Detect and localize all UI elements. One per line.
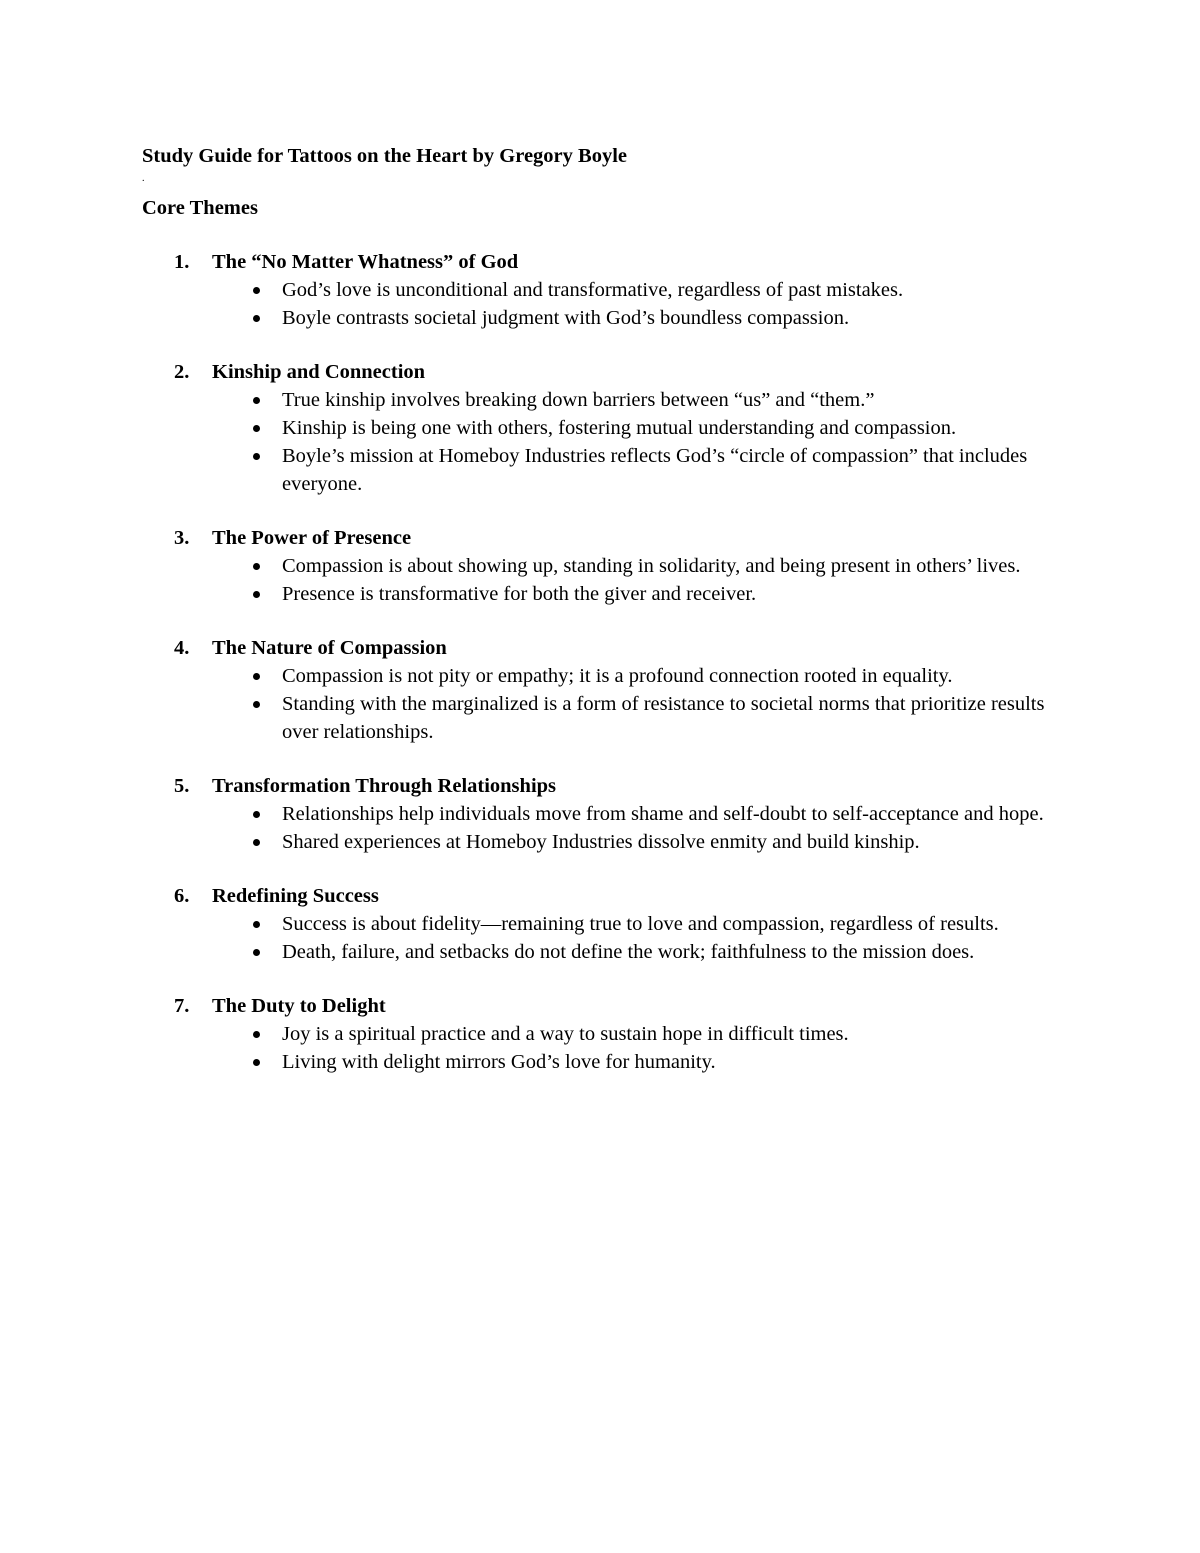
section-heading: Core Themes — [142, 197, 258, 219]
bullet-text: Compassion is about showing up, standing in solidarity, and being present in others’ lives. — [282, 555, 1021, 577]
bullet-icon — [253, 425, 260, 432]
bullet-icon — [253, 1059, 260, 1066]
bullet-icon — [253, 563, 260, 570]
bullet-icon — [253, 397, 260, 404]
themes-list — [142, 248, 1072, 1076]
theme-item — [142, 358, 1072, 498]
bullet-point — [142, 690, 1072, 746]
bullet-icon — [253, 921, 260, 928]
bullet-point — [142, 662, 1072, 690]
bullet-icon — [253, 315, 260, 322]
theme-number: 3. — [174, 527, 190, 549]
theme-points — [212, 662, 1072, 746]
bullet-point — [142, 1048, 1072, 1076]
bullet-text: Relationships help individuals move from shame and self-doubt to self-acceptance and hope. — [282, 803, 1044, 825]
theme-title: The Nature of Compassion — [212, 637, 447, 659]
bullet-icon — [253, 839, 260, 846]
bullet-text: God’s love is unconditional and transformative, regardless of past mistakes. — [282, 279, 904, 301]
bullet-point — [142, 304, 1072, 332]
bullet-text: Compassion is not pity or empathy; it is a profound connection rooted in equality. — [282, 665, 953, 687]
bullet-text: True kinship involves breaking down barriers between “us” and “them.” — [282, 389, 875, 411]
theme-title: Redefining Success — [212, 885, 379, 907]
theme-item — [142, 524, 1072, 608]
theme-item — [142, 992, 1072, 1076]
theme-number: 4. — [174, 637, 190, 659]
bullet-text: Joy is a spiritual practice and a way to sustain hope in difficult times. — [282, 1023, 849, 1045]
bullet-text: Boyle contrasts societal judgment with God’s boundless compassion. — [282, 307, 850, 329]
bullet-text: Shared experiences at Homeboy Industries dissolve enmity and build kinship. — [282, 831, 920, 853]
theme-number: 1. — [174, 251, 190, 273]
theme-title: The “No Matter Whatness” of God — [212, 251, 519, 273]
bullet-icon — [253, 701, 260, 708]
bullet-point — [142, 386, 1072, 414]
theme-points — [212, 800, 1072, 856]
bullet-icon — [253, 591, 260, 598]
theme-title: The Power of Presence — [212, 527, 412, 549]
bullet-icon — [253, 287, 260, 294]
theme-points — [212, 1020, 1072, 1076]
theme-points — [212, 276, 1072, 332]
document-title: Study Guide for Tattoos on the Heart by Gregory Boyle — [142, 145, 627, 167]
theme-points — [212, 910, 1072, 966]
bullet-text: Death, failure, and setbacks do not define the work; faithfulness to the mission does. — [282, 941, 975, 963]
bullet-text: Success is about fidelity—remaining true to love and compassion, regardless of results. — [282, 913, 999, 935]
stray-dot: . — [142, 173, 145, 184]
theme-title: Transformation Through Relationships — [212, 775, 557, 797]
theme-title: Kinship and Connection — [212, 361, 426, 383]
bullet-point — [142, 828, 1072, 856]
bullet-icon — [253, 1031, 260, 1038]
theme-item — [142, 634, 1072, 746]
theme-number: 6. — [174, 885, 190, 907]
bullet-text: Living with delight mirrors God’s love for humanity. — [282, 1051, 716, 1073]
theme-number: 2. — [174, 361, 190, 383]
bullet-point — [142, 800, 1072, 828]
bullet-point — [142, 580, 1072, 608]
bullet-text: Boyle’s mission at Homeboy Industries reflects God’s “circle of compassion” that includes everyone. — [282, 445, 1028, 495]
bullet-point — [142, 276, 1072, 304]
theme-points — [212, 386, 1072, 498]
theme-number: 7. — [174, 995, 190, 1017]
bullet-point — [142, 442, 1072, 498]
bullet-icon — [253, 811, 260, 818]
bullet-point — [142, 1020, 1072, 1048]
document-page — [142, 140, 1072, 1102]
theme-item — [142, 772, 1072, 856]
bullet-text: Standing with the marginalized is a form of resistance to societal norms that prioritize results over relationships. — [282, 693, 1045, 743]
bullet-icon — [253, 673, 260, 680]
bullet-point — [142, 938, 1072, 966]
bullet-point — [142, 910, 1072, 938]
bullet-point — [142, 552, 1072, 580]
bullet-icon — [253, 453, 260, 460]
theme-points — [212, 552, 1072, 608]
bullet-text: Presence is transformative for both the giver and receiver. — [282, 583, 757, 605]
theme-item — [142, 882, 1072, 966]
theme-title: The Duty to Delight — [212, 995, 386, 1017]
bullet-point — [142, 414, 1072, 442]
bullet-text: Kinship is being one with others, fostering mutual understanding and compassion. — [282, 417, 957, 439]
bullet-icon — [253, 949, 260, 956]
theme-number: 5. — [174, 775, 190, 797]
theme-item — [142, 248, 1072, 332]
